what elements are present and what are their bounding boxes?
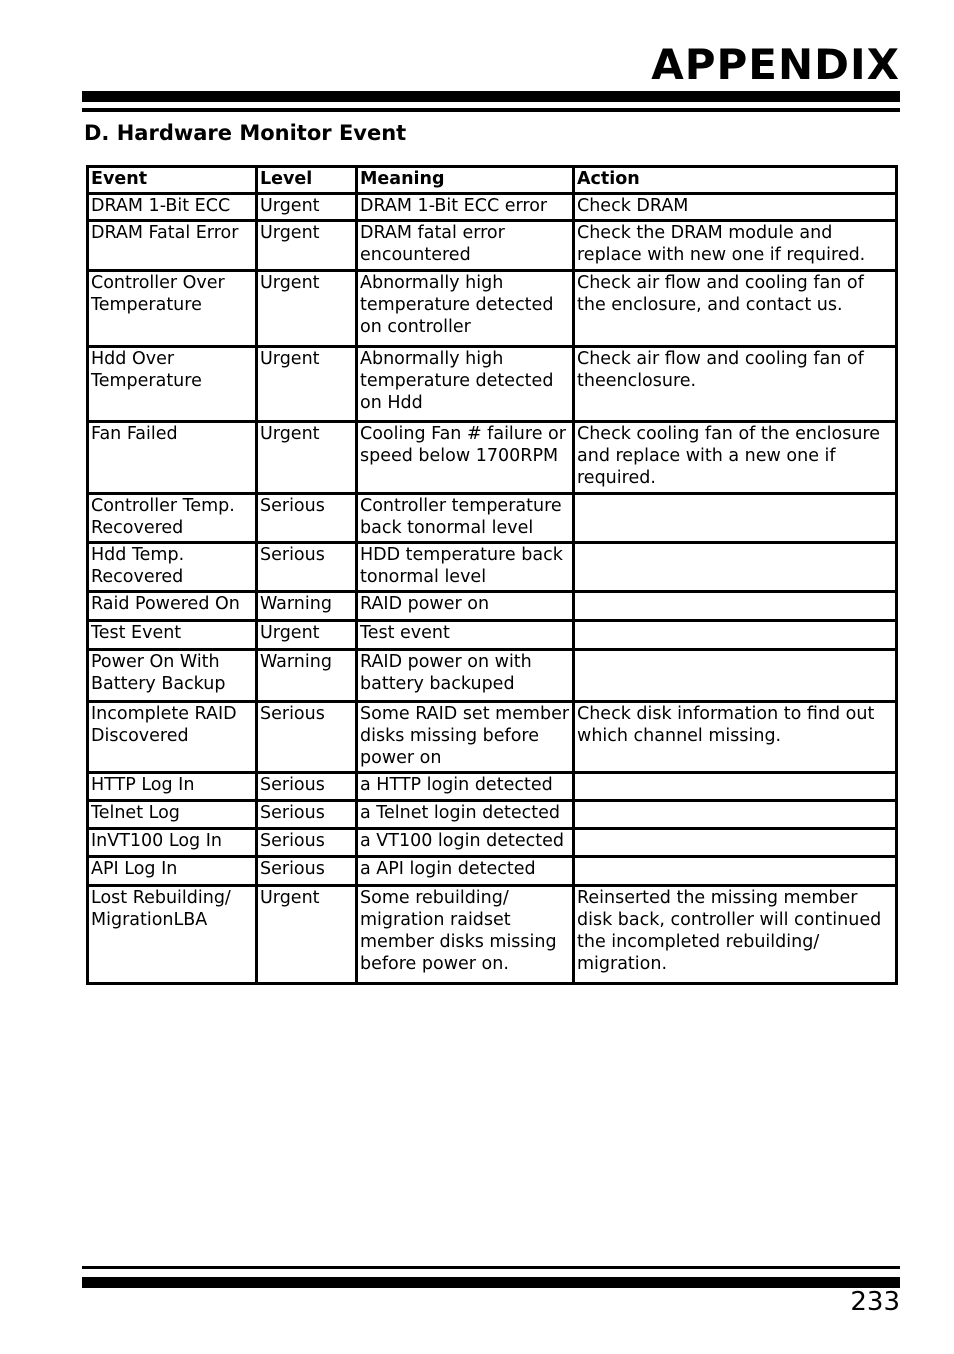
cell-meaning: Some RAID set member disks missing before power on [357,702,574,773]
table-row [88,543,897,592]
table-row [88,422,897,494]
table-row [88,347,897,422]
cell-action [574,650,897,702]
cell-action: Check disk information to find out which channel missing. [574,702,897,773]
cell-level: Serious [257,702,357,773]
cell-action [574,857,897,886]
cell-event: Incomplete RAID Discovered [88,702,257,773]
cell-action [574,592,897,621]
cell-level: Serious [257,494,357,543]
table-row [88,702,897,773]
hardware-monitor-event-table [86,165,898,985]
cell-event: Test Event [88,621,257,650]
cell-event: API Log In [88,857,257,886]
cell-meaning: Some rebuilding/ migration raidset member disks missing before power on. [357,886,574,984]
cell-event: InVT100 Log In [88,829,257,857]
cell-event: Hdd Over Temperature [88,347,257,422]
cell-action [574,801,897,829]
table-row [88,621,897,650]
cell-event: Power On With Battery Backup [88,650,257,702]
table-row [88,194,897,221]
cell-action: Check the DRAM module and replace with new one if required. [574,221,897,271]
cell-event: Controller Over Temperature [88,271,257,347]
cell-action: Check air flow and cooling fan of the enclosure, and contact us. [574,271,897,347]
cell-event: DRAM Fatal Error [88,221,257,271]
cell-level: Serious [257,543,357,592]
cell-meaning: a HTTP login detected [357,773,574,801]
cell-event: Fan Failed [88,422,257,494]
cell-level: Urgent [257,271,357,347]
cell-action: Check air flow and cooling fan of theenclosure. [574,347,897,422]
cell-action [574,494,897,543]
cell-action: Check cooling fan of the enclosure and replace with a new one if required. [574,422,897,494]
header-rule-thick [82,91,900,102]
cell-level: Urgent [257,621,357,650]
table-row [88,801,897,829]
header-rule-thin [82,108,900,112]
section-title: D. Hardware Monitor Event [84,121,407,145]
cell-meaning: HDD temperature back tonormal level [357,543,574,592]
table-row [88,829,897,857]
table-row [88,857,897,886]
table-row [88,221,897,271]
cell-level: Warning [257,592,357,621]
cell-action [574,773,897,801]
column-header-level: Level [257,167,357,194]
cell-level: Urgent [257,422,357,494]
cell-level: Urgent [257,221,357,271]
cell-meaning: Abnormally high temperature detected on controller [357,271,574,347]
cell-event: Raid Powered On [88,592,257,621]
cell-action: Check DRAM [574,194,897,221]
cell-action: Reinserted the missing member disk back, controller will continued the incompleted rebuilding/ migration. [574,886,897,984]
cell-meaning: Controller temperature back tonormal level [357,494,574,543]
column-header-action: Action [574,167,897,194]
cell-meaning: RAID power on [357,592,574,621]
cell-meaning: Cooling Fan # failure or speed below 1700RPM [357,422,574,494]
table-header-row [88,167,897,194]
cell-meaning: Abnormally high temperature detected on Hdd [357,347,574,422]
cell-level: Serious [257,857,357,886]
cell-action [574,829,897,857]
cell-meaning: a VT100 login detected [357,829,574,857]
page-number: 233 [850,1287,900,1317]
column-header-event: Event [88,167,257,194]
cell-meaning: RAID power on with battery backuped [357,650,574,702]
cell-level: Urgent [257,886,357,984]
table-row [88,592,897,621]
cell-meaning: Test event [357,621,574,650]
cell-event: Telnet Log [88,801,257,829]
cell-level: Urgent [257,347,357,422]
table-row [88,773,897,801]
cell-meaning: DRAM 1-Bit ECC error [357,194,574,221]
cell-level: Serious [257,773,357,801]
table-row [88,650,897,702]
cell-event: Hdd Temp. Recovered [88,543,257,592]
page-header-title: APPENDIX [651,40,900,89]
cell-level: Serious [257,801,357,829]
cell-action [574,621,897,650]
cell-event: Controller Temp. Recovered [88,494,257,543]
cell-event: DRAM 1-Bit ECC [88,194,257,221]
cell-meaning: DRAM fatal error encountered [357,221,574,271]
cell-level: Serious [257,829,357,857]
cell-level: Urgent [257,194,357,221]
table-row [88,271,897,347]
cell-event: Lost Rebuilding/ MigrationLBA [88,886,257,984]
cell-meaning: a Telnet login detected [357,801,574,829]
footer-rule-thin [82,1266,900,1269]
footer-rule-thick [82,1277,900,1288]
cell-action [574,543,897,592]
cell-event: HTTP Log In [88,773,257,801]
column-header-meaning: Meaning [357,167,574,194]
cell-meaning: a API login detected [357,857,574,886]
table-row [88,886,897,984]
cell-level: Warning [257,650,357,702]
table-row [88,494,897,543]
